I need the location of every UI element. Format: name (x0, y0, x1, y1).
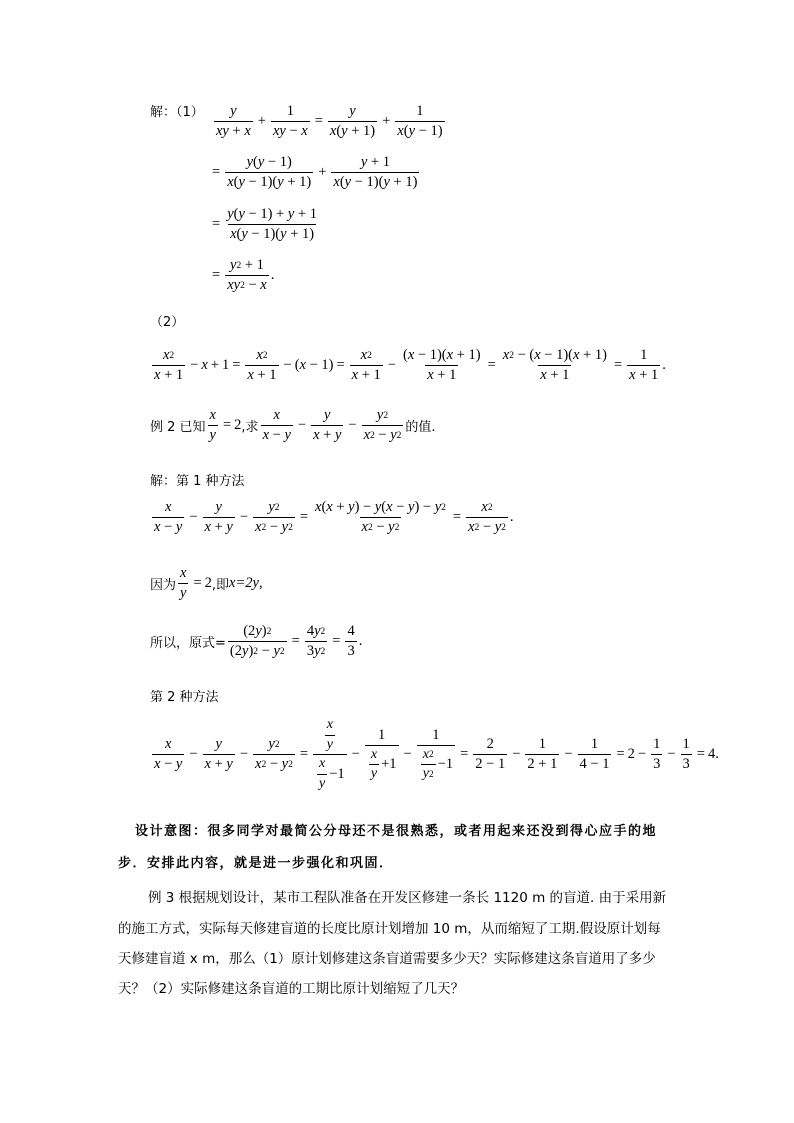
because-mid: ,即 (211, 578, 230, 594)
example3-line3: 天修建盲道 x m，那么（1）原计划修建这条盲道需要多少天？实际修建这条盲道用了多少 (118, 951, 656, 967)
eq1-line3: = y ( y − 1) + y + 1 x ( y − 1)( y + 1) (212, 206, 317, 243)
example3-line2: 的施工方式，实际每天修建盲道的长度比原计划增加 10 m，从而缩短了工期.假设原计划每 (118, 921, 661, 937)
method1-label: 解：第 1 种方法 (150, 474, 245, 489)
so-line: 所以，原式= (2 y ) 2 (2 y ) 2 − y 2 = 4 y 2 3 y 2 = $\frac{4}{3}$ . (150, 623, 363, 660)
eq1-line4: = y 2 + 1 xy 2 − x . (212, 257, 275, 294)
because-prefix: 因为 (150, 578, 177, 594)
example2-prefix: 例 2 已知 (150, 420, 206, 436)
design-intent-line2: 步．安排此内容，就是进一步强化和巩固． (118, 856, 394, 871)
because-line: 因为 $\frac{x}{y}$ = 2 ,即 x=2y , (150, 565, 263, 602)
example3-line4: 天？（2）实际修建这条盲道的工期比原计划缩短了几天？ (118, 981, 465, 997)
example2: 例 2 已知 $\frac{x}{y}$ = 2 ,求 x x − y − y x + y − y 2 x 2 − y 2 的值. (150, 407, 436, 444)
because-end: , (258, 575, 263, 592)
eq4: x x − y − y x + y − y 2 x 2 − y 2 = x y x y −1 − 1 x y +1 − 1 x 2 y 2 −1 = $\frac{2}{2 - 1}$ − $\frac{1}{2 + 1}$ − $\frac{1}{4 - 1}$ = 2 − $\frac{1}{3}$ − $\frac{1}{3}$ = 4. (154, 717, 719, 792)
eq3: x x − y − y x + y − y 2 x 2 − y 2 = x ( x + y ) − y ( x − y ) − y 2 x 2 − y 2 = x 2 x 2 − y 2 . (154, 499, 514, 536)
eq1-line1: y xy + x + 1 xy − x = y x ( y + 1) + 1 x ( y − 1) (216, 103, 443, 140)
solution-label: 解：（1） (150, 105, 204, 120)
example2-mid: ,求 (241, 420, 259, 436)
design-intent-line1: 设计意图：很多同学对最简公分母还不是很熟悉，或者用起来还没到得心应手的地 (135, 824, 658, 839)
eq2: x 2 x + 1 − x + 1 = x 2 x + 1 − ( x − 1) = x 2 x + 1 − ( x − 1)( x + 1) x + 1 = x 2 − ( x − 1)( x + 1) x + 1 = 1 x + 1 . (154, 347, 666, 384)
method2-label: 第 2 种方法 (150, 690, 219, 705)
example2-suffix: 的值. (405, 420, 436, 436)
part2-label: （2） (150, 315, 185, 330)
eq1-line2: = y ( y − 1) x ( y − 1)( y + 1) + y + 1 x ( y − 1)( y + 1) (212, 154, 418, 191)
so-prefix: 所以，原式= (150, 636, 226, 652)
because-eq: x=2y (229, 575, 259, 592)
example3-line1: 例 3 根据规划设计，某市工程队准备在开发区修建一条长 1120 m 的盲道. 由于采用新 (148, 890, 667, 906)
